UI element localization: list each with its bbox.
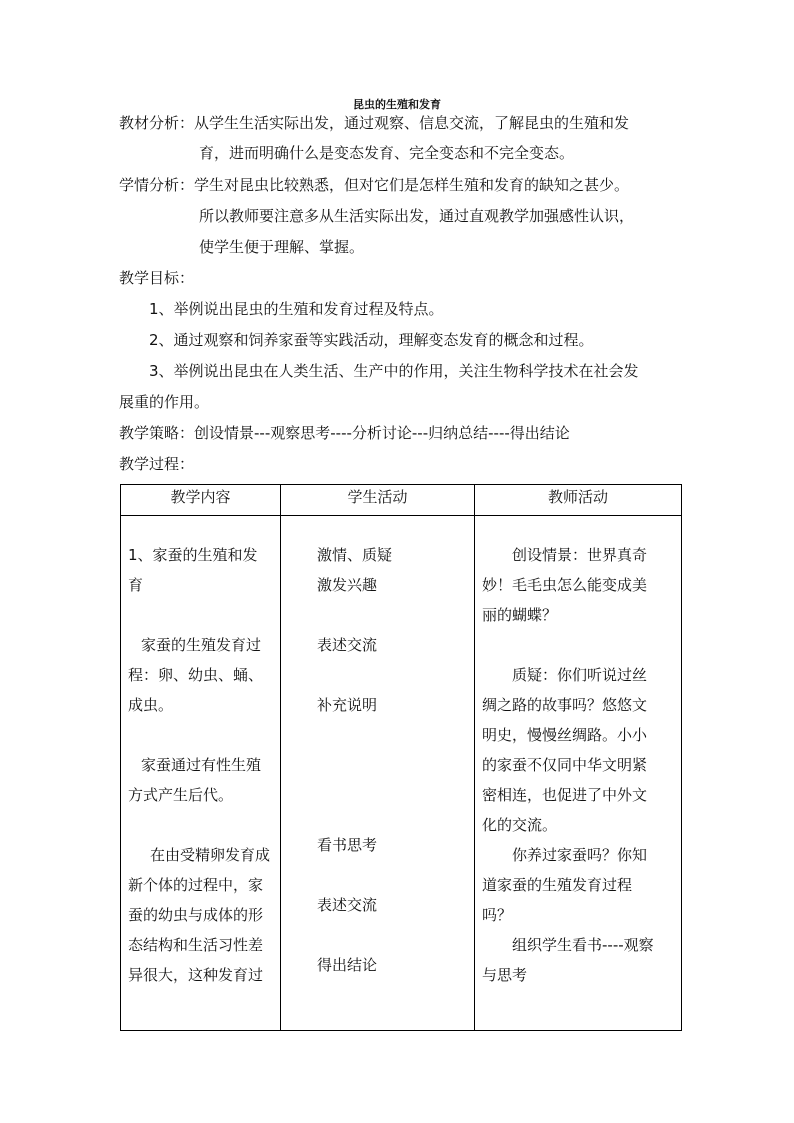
- learner-line-1: [119, 170, 629, 200]
- student-activity-text: 看书思考: [317, 836, 378, 854]
- analysis-label: 教材分析：: [119, 114, 195, 132]
- content-text: 新个体的过程中，家: [128, 876, 264, 894]
- teacher-activity-text: 明史，慢慢丝绸路。小小: [482, 726, 648, 744]
- header-content: 教学内容: [121, 485, 281, 516]
- content-text: 1、家蚕的生殖和发: [128, 546, 258, 564]
- process-label: 教学过程：: [119, 455, 195, 473]
- teacher-activity-text: 道家蚕的生殖发育过程: [482, 876, 633, 894]
- table-row: [121, 516, 682, 1031]
- student-activity-text: 补充说明: [317, 696, 378, 714]
- strategy-line: 教学策略：创设情景---观察思考----分析讨论---归纳总结----得出结论: [119, 424, 570, 442]
- content-text: 程：卵、幼虫、蛹、: [128, 666, 264, 684]
- content-cell: [121, 516, 281, 1031]
- content-text: 育: [128, 576, 144, 594]
- analysis-text-1: 从学生生活实际出发，通过观察、信息交流，了解昆虫的生殖和发: [194, 114, 630, 132]
- teacher-activity-text: 你养过家蚕吗？你知: [512, 846, 648, 864]
- content-text: 蚕的幼虫与成体的形: [128, 906, 264, 924]
- student-activity-text: 表述交流: [317, 896, 378, 914]
- goal-1: 1、举例说出昆虫的生殖和发育过程及特点。: [149, 300, 444, 318]
- content-text: 异很大，这种发育过: [128, 966, 264, 984]
- teacher-activity-text: 创设情景：世界真奇: [512, 546, 648, 564]
- student-activity-text: 得出结论: [317, 956, 378, 974]
- content-text: 方式产生后代。: [128, 786, 234, 804]
- header-student-activity: 学生活动: [281, 485, 475, 516]
- teacher-activity-text: 妙！毛毛虫怎么能变成美: [482, 576, 648, 594]
- learner-text-3: 使学生便于理解、掌握。: [199, 238, 365, 256]
- teacher-activity-text: 组织学生看书----观察: [512, 936, 654, 954]
- table-header-row: [121, 485, 682, 516]
- teacher-activity-text: 吗？: [482, 906, 513, 924]
- teacher-activity-text: 密相连，也促进了中外文: [482, 786, 648, 804]
- goal-3-line-1: 3、举例说出昆虫在人类生活、生产中的作用，关注生物科学技术在社会发: [149, 362, 639, 380]
- header-teacher-activity: 教师活动: [475, 485, 682, 516]
- content-text: 成虫。: [128, 696, 174, 714]
- teacher-activity-text: 化的交流。: [482, 816, 558, 834]
- student-activity-text: 激情、质疑: [317, 546, 393, 564]
- teacher-activity-text: 丽的蝴蝶？: [482, 606, 558, 624]
- analysis-text-2: 育，进而明确什么是变态发育、完全变态和不完全变态。: [199, 144, 575, 162]
- content-text: 家蚕的生殖发育过: [141, 636, 262, 654]
- analysis-line-1: [119, 108, 629, 138]
- student-activity-cell: [281, 516, 475, 1031]
- learner-label: 学情分析：: [119, 176, 195, 194]
- content-text: 家蚕通过有性生殖: [141, 756, 262, 774]
- goal-2: 2、通过观察和饲养家蚕等实践活动，理解变态发育的概念和过程。: [149, 331, 594, 349]
- goals-label: 教学目标：: [119, 269, 195, 287]
- teacher-activity-text: 的家蚕不仅同中华文明紧: [482, 756, 648, 774]
- learner-text-1: 学生对昆虫比较熟悉，但对它们是怎样生殖和发育的缺知之甚少。: [194, 176, 630, 194]
- teaching-process-table: [120, 484, 682, 1031]
- document-title: 昆虫的生殖和发育: [353, 98, 441, 111]
- content-text: 在由受精卵发育成: [150, 846, 271, 864]
- student-activity-text: 激发兴趣: [317, 576, 378, 594]
- content-text: 态结构和生活习性差: [128, 936, 264, 954]
- teacher-activity-text: 质疑：你们听说过丝: [512, 666, 648, 684]
- teacher-activity-text: 绸之路的故事吗？悠悠文: [482, 696, 648, 714]
- teacher-activity-cell: [475, 516, 682, 1031]
- goal-3-line-2: 展重的作用。: [119, 393, 210, 411]
- student-activity-text: 表述交流: [317, 636, 378, 654]
- teacher-activity-text: 与思考: [482, 966, 528, 984]
- learner-text-2: 所以教师要注意多从生活实际出发，通过直观教学加强感性认识，: [199, 207, 635, 225]
